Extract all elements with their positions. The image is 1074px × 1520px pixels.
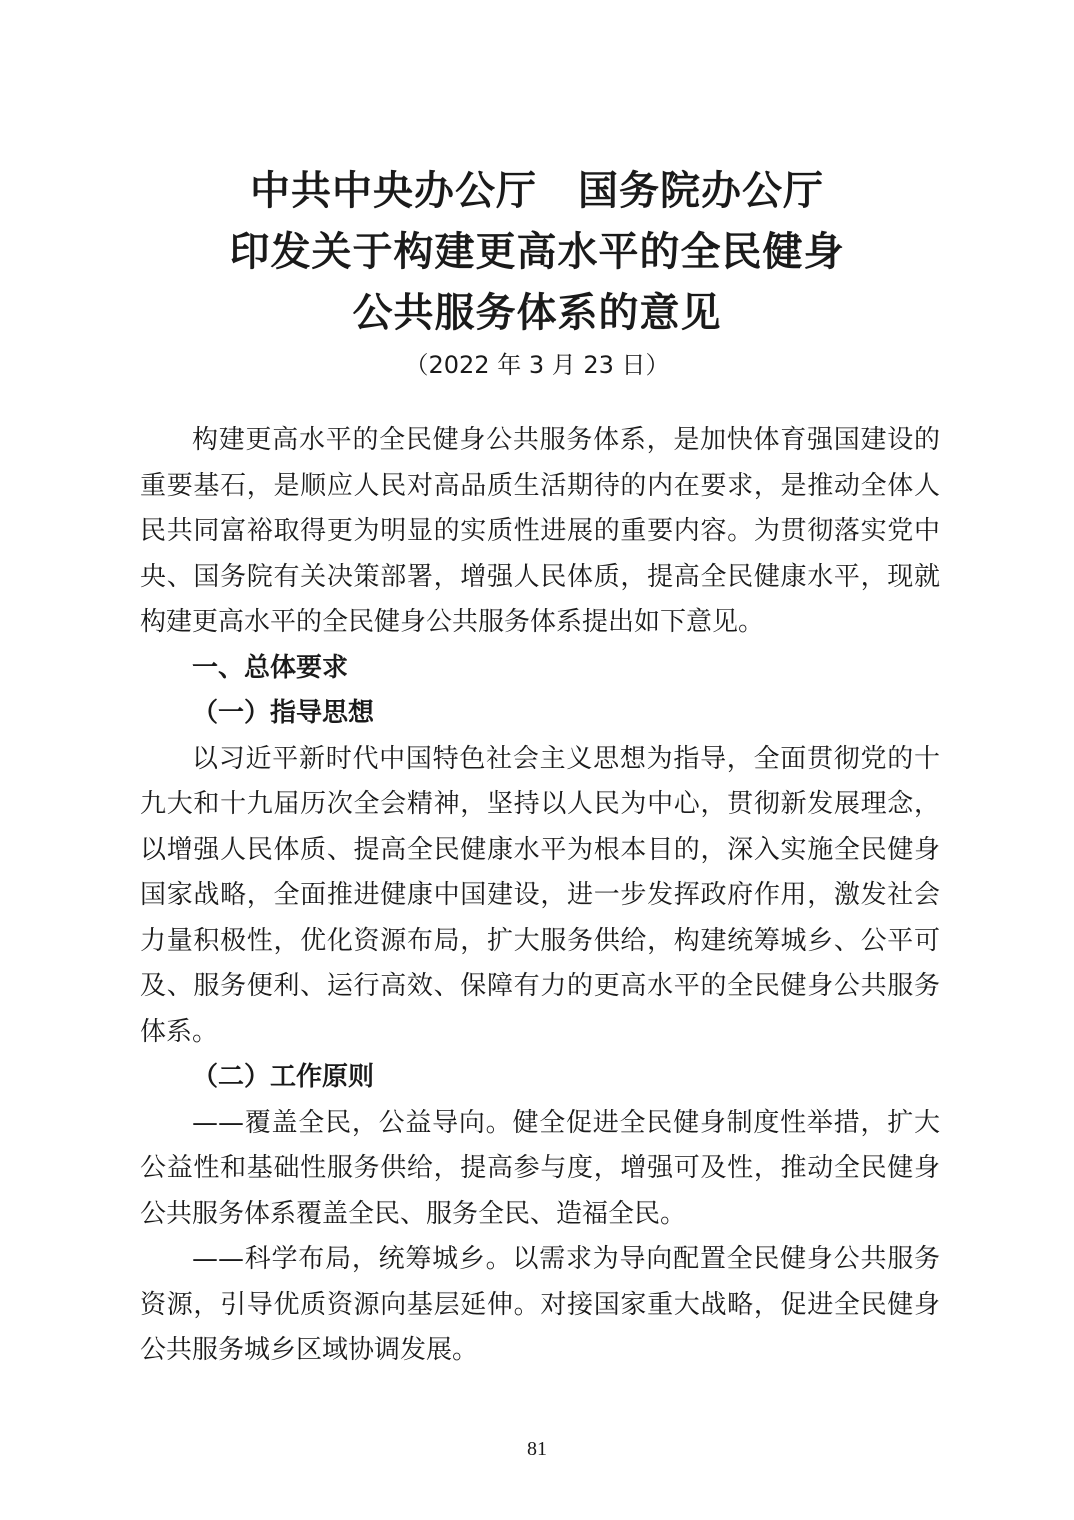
intro-paragraph: 构建更高水平的全民健身公共服务体系，是加快体育强国建设的重要基石，是顺应人民对高品质生活期待的内在要求，是推动全体人民共同富裕取得更为明显的实质性进展的重要内容。为贯彻落实党中央、国务院有关决策部署，增强人民体质，提高全民健康水平，现就构建更高水平的全民健身公共服务体系提出如下意见。 [140, 425, 940, 637]
principle-paragraph-1: ——覆盖全民，公益导向。健全促进全民健身制度性举措，扩大公益性和基础性服务供给，提高参与度，增强可及性，推动全民健身公共服务体系覆盖全民、服务全民、造福全民。 [140, 1107, 940, 1229]
document-title [0, 160, 1074, 385]
section-heading-general-requirements: 一、总体要求 [192, 652, 349, 683]
title-line-2: 印发关于构建更高水平的全民健身 [229, 228, 845, 275]
guiding-thought-paragraph: 以习近平新时代中国特色社会主义思想为指导，全面贯彻党的十九大和十九届历次全会精神，坚持以人民为中心，贯彻新发展理念，以增强人民体质、提高全民健康水平为根本目的，深入实施全民健身国家战略，全面推进健康中国建设，进一步发挥政府作用，激发社会力量积极性，优化资源布局，扩大服务供给，构建统筹城乡、公平可及、服务便利、运行高效、保障有力的更高水平的全民健身公共服务体系。 [140, 743, 940, 1047]
title-line-1: 中共中央办公厅 国务院办公厅 [250, 167, 824, 214]
page-number: 81 [527, 1438, 547, 1460]
document-date: （2022 年 3 月 23 日） [404, 351, 670, 379]
principle-paragraph-2: ——科学布局，统筹城乡。以需求为导向配置全民健身公共服务资源，引导优质资源向基层延伸。对接国家重大战略，促进全民健身公共服务城乡区域协调发展。 [140, 1244, 940, 1365]
title-line-3: 公共服务体系的意见 [352, 289, 722, 336]
subsection-heading-work-principles: （二）工作原则 [192, 1062, 375, 1092]
subsection-heading-guiding-thought: （一）指导思想 [192, 698, 375, 728]
document-body [140, 418, 940, 1374]
